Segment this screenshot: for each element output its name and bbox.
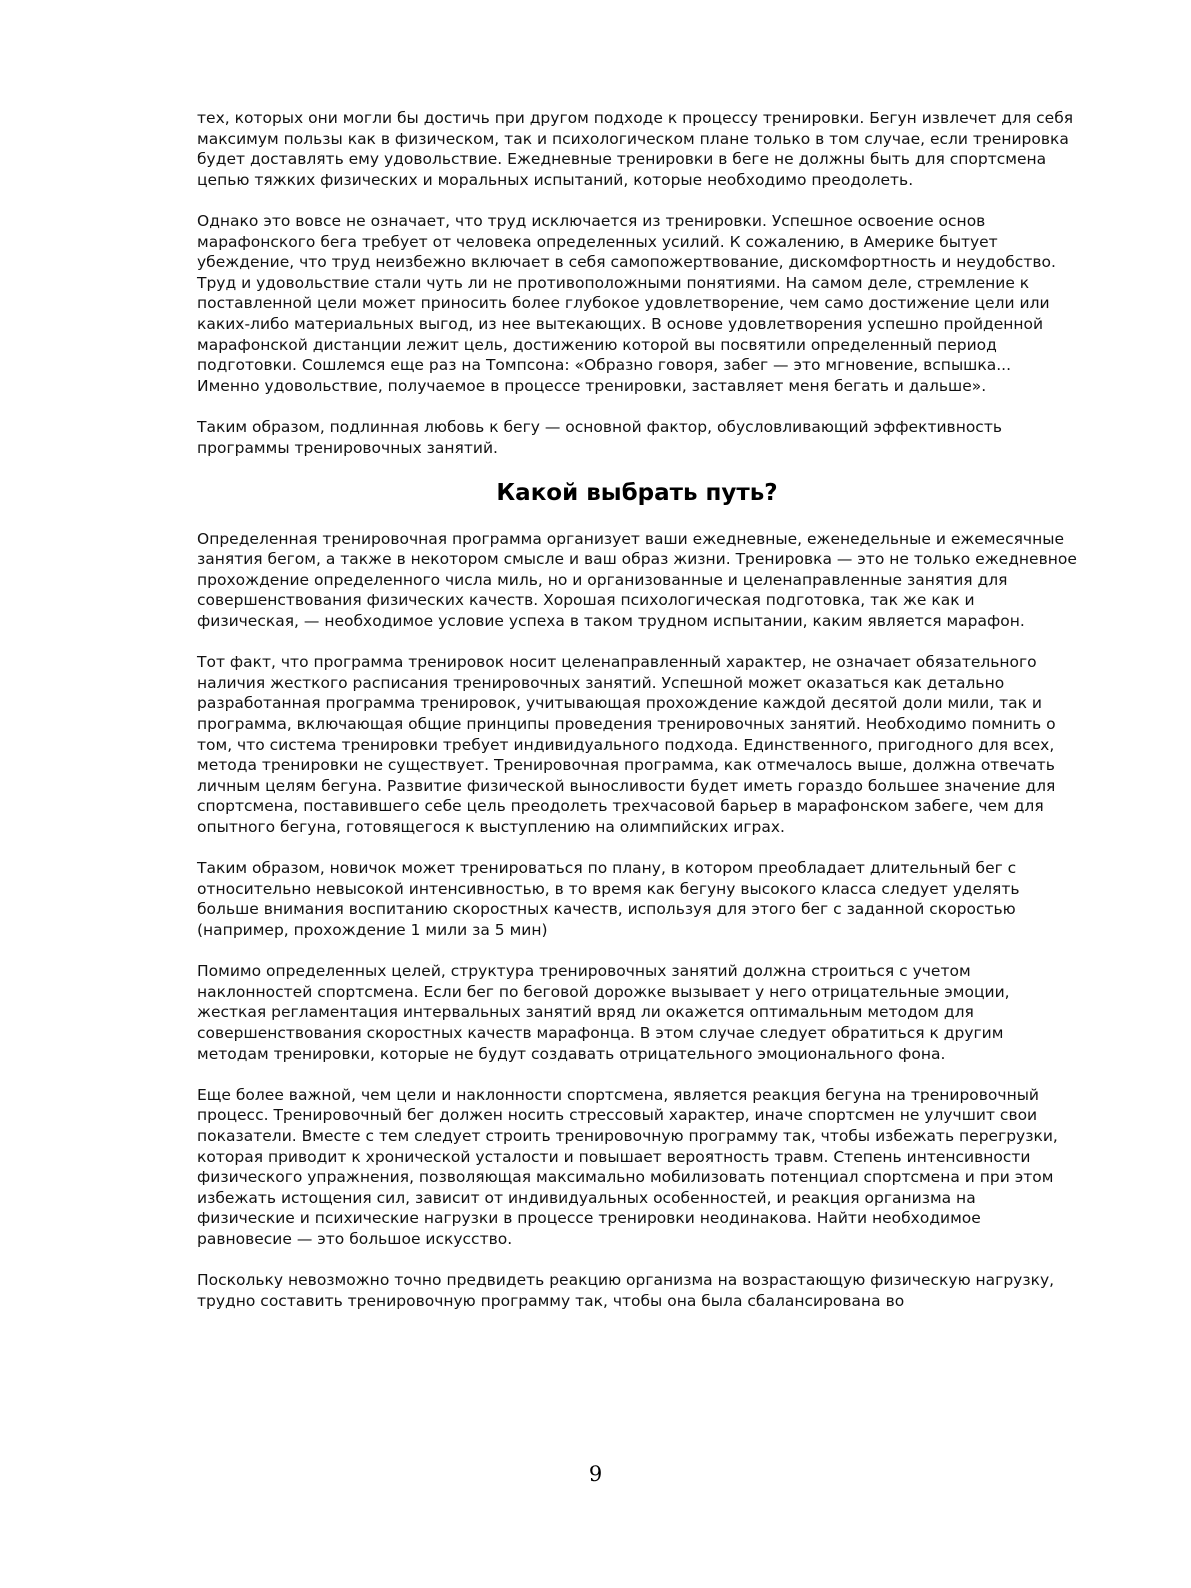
paragraph-5: Тот факт, что программа тренировок носит целенаправленный характер, не означает обязательного наличия жесткого расписания тренировочных занятий. Успешной может оказаться как детально разработанная программа тренировок, учитывающая прохождение каждой десятой доли мили, так и программа, включающая общие принципы проведения тренировочных занятий. Необходимо помнить о том, что система тренировки требует индивидуального подхода. Единственного, пригодного для всех, метода тренировки не существует. Тренировочная программа, как отмечалось выше, должна отвечать личным целям бегуна. Развитие физической выносливости будет иметь гораздо большее значение для спортсмена, поставившего себе цель преодолеть трехчасовой барьер в марафонском забеге, чем для опытного бегуна, готовящегося к выступлению на олимпийских играх. [197,653,1056,836]
paragraph-3: Таким образом, подлинная любовь к бегу — основной фактор, обусловливающий эффективность программы тренировочных занятий. [197,417,1002,457]
paragraph-2: Однако это вовсе не означает, что труд исключается из тренировки. Успешное освоение основ марафонского бега требует от человека определенных усилий. К сожалению, в Америке бытует убеждение, что труд неизбежно включает в себя самопожертвование, дискомфортность и неудобство. Труд и удовольствие стали чуть ли не противоположными понятиями. На самом деле, стремление к поставленной цели может приносить более глубокое удовлетворение, чем само достижение цели или каких-либо материальных выгод, из нее вытекающих. В основе удовлетворения успешно пройденной марафонской дистанции лежит цель, достижению которой вы посвятили определенный период подготовки. Сошлемся еще раз на Томпсона: «Образно говоря, забег — это мгновение, вспышка... Именно удовольствие, получаемое в процессе тренировки, заставляет меня бегать и дальше». [197,211,1056,395]
paragraph-1: тех, которых они могли бы достичь при другом подходе к процессу тренировки. Бегун извлечет для себя максимум пользы как в физическом, так и психологическом плане только в том случае, если тренировка будет доставлять ему удовольствие. Ежедневные тренировки в беге не должны быть для спортсмена цепью тяжких физических и моральных испытаний, которые необходимо преодолеть. [197,109,1074,189]
page-body [197,108,1077,1332]
paragraph-8: Еще более важной, чем цели и наклонности спортсмена, является реакция бегуна на тренировочный процесс. Тренировочный бег должен носить стрессовый характер, иначе спортсмен не улучшит свои показатели. Вместе с тем следует строить тренировочную программу так, чтобы избежать перегрузки, которая приводит к хронической усталости и повышает вероятность травм. Степень интенсивности физического упражнения, позволяющая максимально мобилизовать потенциал спортсмена и при этом избежать истощения сил, зависит от индивидуальных особенностей, и реакция организма на физические и психические нагрузки в процессе тренировки неодинакова. Найти необходимое равновесие — это большое искусство. [197,1085,1058,1248]
paragraph-7: Помимо определенных целей, структура тренировочных занятий должна строиться с учетом наклонностей спортсмена. Если бег по беговой дорожке вызывает у него отрицательные эмоции, жесткая регламентация интервальных занятий вряд ли окажется оптимальным методом для совершенствования скоростных качеств марафонца. В этом случае следует обратиться к другим методам тренировки, которые не будут создавать отрицательного эмоционального фона. [197,962,1010,1063]
section-heading: Какой выбрать путь? [496,479,778,506]
page-number: 9 [588,1462,603,1486]
paragraph-4: Определенная тренировочная программа организует ваши ежедневные, еженедельные и ежемесячные занятия бегом, а также в некотором смысле и ваш образ жизни. Тренировка — это не только ежедневное прохождение определенного числа миль, но и организованные и целенаправленные занятия для совершенствования физических качеств. Хорошая психологическая подготовка, так же как и физическая, — необходимое условие успеха в таком трудном испытании, каким является марафон. [197,529,1077,631]
paragraph-6: Таким образом, новичок может тренироваться по плану, в котором преобладает длительный бег с относительно невысокой интенсивностью, в то время как бегуну высокого класса следует уделять больше внимания воспитанию скоростных качеств, используя для этого бег с заданной скоростью (например, прохождение 1 мили за 5 мин) [197,859,1020,939]
paragraph-9: Поскольку невозможно точно предвидеть реакцию организма на возрастающую физическую нагрузку, трудно составить тренировочную программу так, чтобы она была сбалансирована во [197,1271,1055,1310]
